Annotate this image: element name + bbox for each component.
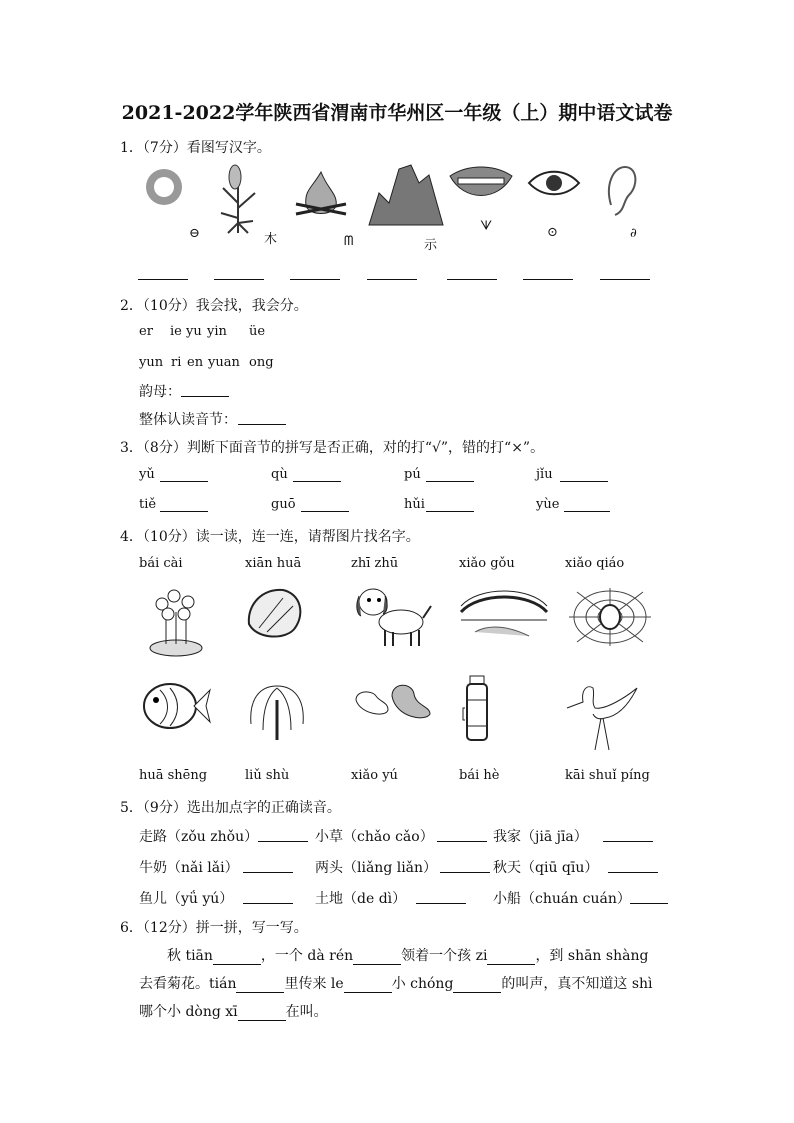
fish-icon[interactable] xyxy=(140,676,212,736)
answer-line[interactable] xyxy=(293,481,341,482)
choice-item: 牛奶（nǎi lǎi） xyxy=(139,860,239,876)
syllable: er xyxy=(139,324,153,339)
ancient-glyph: ∂ xyxy=(630,226,637,241)
thermos-icon[interactable] xyxy=(461,674,495,744)
ancient-glyph: ⊙ xyxy=(547,225,558,240)
answer-blank[interactable] xyxy=(213,950,261,965)
syllable: yin xyxy=(207,324,227,339)
syllable: jǐu xyxy=(536,467,553,482)
answer-line[interactable] xyxy=(630,903,668,904)
answer-line[interactable] xyxy=(258,841,308,842)
page-title: 2021-2022学年陕西省渭南市华州区一年级（上）期中语文试卷 xyxy=(121,102,673,124)
choice-item: 我家（jiā jīa） xyxy=(493,829,588,845)
ear-icon xyxy=(603,165,639,219)
answer-blank[interactable] xyxy=(487,950,535,965)
pinyin-label[interactable]: xiān huā xyxy=(245,556,302,571)
answer-line[interactable] xyxy=(367,279,417,280)
syllable: ri xyxy=(171,355,182,370)
answer-line[interactable] xyxy=(426,481,474,482)
answer-blank[interactable] xyxy=(344,978,392,993)
ancient-glyph: ⽊ xyxy=(264,232,278,247)
answer-line[interactable] xyxy=(243,872,293,873)
syllable: ie xyxy=(170,324,182,339)
peanut-icon[interactable] xyxy=(352,676,434,722)
rice-plant-icon xyxy=(213,163,263,235)
choice-item: 小船（chuán cuán） xyxy=(493,891,631,907)
willow-icon[interactable] xyxy=(245,676,309,742)
crane-icon[interactable] xyxy=(565,674,639,752)
ancient-glyph: ⽰ xyxy=(424,238,438,253)
answer-line[interactable] xyxy=(181,396,229,397)
spider-icon[interactable] xyxy=(565,584,655,650)
choice-item: 土地（de dì） xyxy=(315,891,407,907)
passage-segment: 去看菊花。tián 里传来 le 小 chóng 的叫声，真不知道这 shì xyxy=(139,976,653,992)
choice-item: 秋天（qiū qīu） xyxy=(493,860,599,876)
label-finals: 韵母： xyxy=(139,384,181,400)
fire-icon xyxy=(292,168,350,220)
pinyin-label[interactable]: kāi shuǐ píng xyxy=(565,768,650,783)
sun-icon xyxy=(140,165,188,213)
answer-blank[interactable] xyxy=(238,1006,286,1021)
answer-blank[interactable] xyxy=(236,978,284,993)
passage-segment: 哪个小 dòng xī 在叫。 xyxy=(139,1004,328,1020)
answer-line[interactable] xyxy=(138,279,188,280)
bridge-icon[interactable] xyxy=(459,584,549,644)
choice-item: 小草（chǎo cǎo） xyxy=(315,829,434,845)
cabbage-icon[interactable] xyxy=(243,584,307,642)
ancient-glyph: ᗰ xyxy=(344,234,354,249)
syllable: yuan xyxy=(208,355,240,370)
syllable: ong xyxy=(249,355,274,370)
ancient-glyph: ⊖ xyxy=(189,226,200,241)
mouth-icon xyxy=(448,166,514,204)
syllable: yu xyxy=(186,324,202,339)
pinyin-label[interactable]: xiǎo qiáo xyxy=(565,556,625,571)
answer-line[interactable] xyxy=(214,279,264,280)
answer-line[interactable] xyxy=(160,481,208,482)
pinyin-label[interactable]: huā shēng xyxy=(139,768,208,783)
answer-line[interactable] xyxy=(600,279,650,280)
dog-icon[interactable] xyxy=(351,582,435,650)
answer-line[interactable] xyxy=(447,279,497,280)
eye-icon xyxy=(527,168,581,198)
answer-line[interactable] xyxy=(238,424,286,425)
answer-line[interactable] xyxy=(437,841,487,842)
answer-line[interactable] xyxy=(608,872,658,873)
answer-line[interactable] xyxy=(426,511,474,512)
pinyin-label[interactable]: liǔ shù xyxy=(245,768,290,783)
pinyin-label[interactable]: xiǎo yú xyxy=(351,768,398,783)
q5-heading: 5．（9分）选出加点字的正确读音。 xyxy=(120,800,341,816)
pinyin-label[interactable]: zhī zhū xyxy=(351,556,399,571)
ancient-glyph: ᗐ xyxy=(480,219,493,234)
q2-heading: 2．（10分）我会找，我会分。 xyxy=(120,298,308,314)
answer-line[interactable] xyxy=(160,511,208,512)
syllable: yùe xyxy=(536,497,560,512)
q3-heading: 3．（8分）判断下面音节的拼写是否正确，对的打“√”，错的打“×”。 xyxy=(120,440,545,456)
passage-segment: 秋 tiān ，一个 dà rén 领着一个孩 zi ，到 shān shàng xyxy=(167,948,649,964)
syllable: qù xyxy=(271,467,288,482)
flowers-icon[interactable] xyxy=(140,582,212,658)
pinyin-label[interactable]: bái cài xyxy=(139,556,183,571)
pinyin-label[interactable]: bái hè xyxy=(459,768,500,783)
answer-line[interactable] xyxy=(523,279,573,280)
answer-line[interactable] xyxy=(416,903,466,904)
answer-line[interactable] xyxy=(560,481,608,482)
q4-heading: 4．（10分）读一读，连一连，请帮图片找名字。 xyxy=(120,529,420,545)
answer-blank[interactable] xyxy=(353,950,401,965)
syllable: pú xyxy=(404,467,421,482)
syllable: guō xyxy=(271,497,296,512)
answer-line[interactable] xyxy=(243,903,293,904)
syllable: tiě xyxy=(139,497,157,512)
q1-heading: 1．（7分）看图写汉字。 xyxy=(120,140,271,156)
syllable: üe xyxy=(249,324,266,339)
q6-heading: 6．（12分）拼一拼，写一写。 xyxy=(120,920,308,936)
mountain-icon xyxy=(367,163,445,227)
choice-item: 鱼儿（yǘ yú） xyxy=(139,891,234,907)
syllable: yun xyxy=(139,355,164,370)
label-whole-syllables: 整体认读音节： xyxy=(139,412,237,428)
answer-blank[interactable] xyxy=(453,978,501,993)
answer-line[interactable] xyxy=(564,511,610,512)
syllable: hǔi xyxy=(404,497,425,512)
pinyin-label[interactable]: xiǎo gǒu xyxy=(459,556,515,571)
answer-line[interactable] xyxy=(301,511,349,512)
choice-item: 两头（liǎng liǎn） xyxy=(315,860,438,876)
choice-item: 走路（zǒu zhǒu） xyxy=(139,829,259,845)
answer-line[interactable] xyxy=(603,841,653,842)
syllable: yǔ xyxy=(139,467,155,482)
answer-line[interactable] xyxy=(440,872,490,873)
syllable: en xyxy=(187,355,204,370)
answer-line[interactable] xyxy=(290,279,340,280)
